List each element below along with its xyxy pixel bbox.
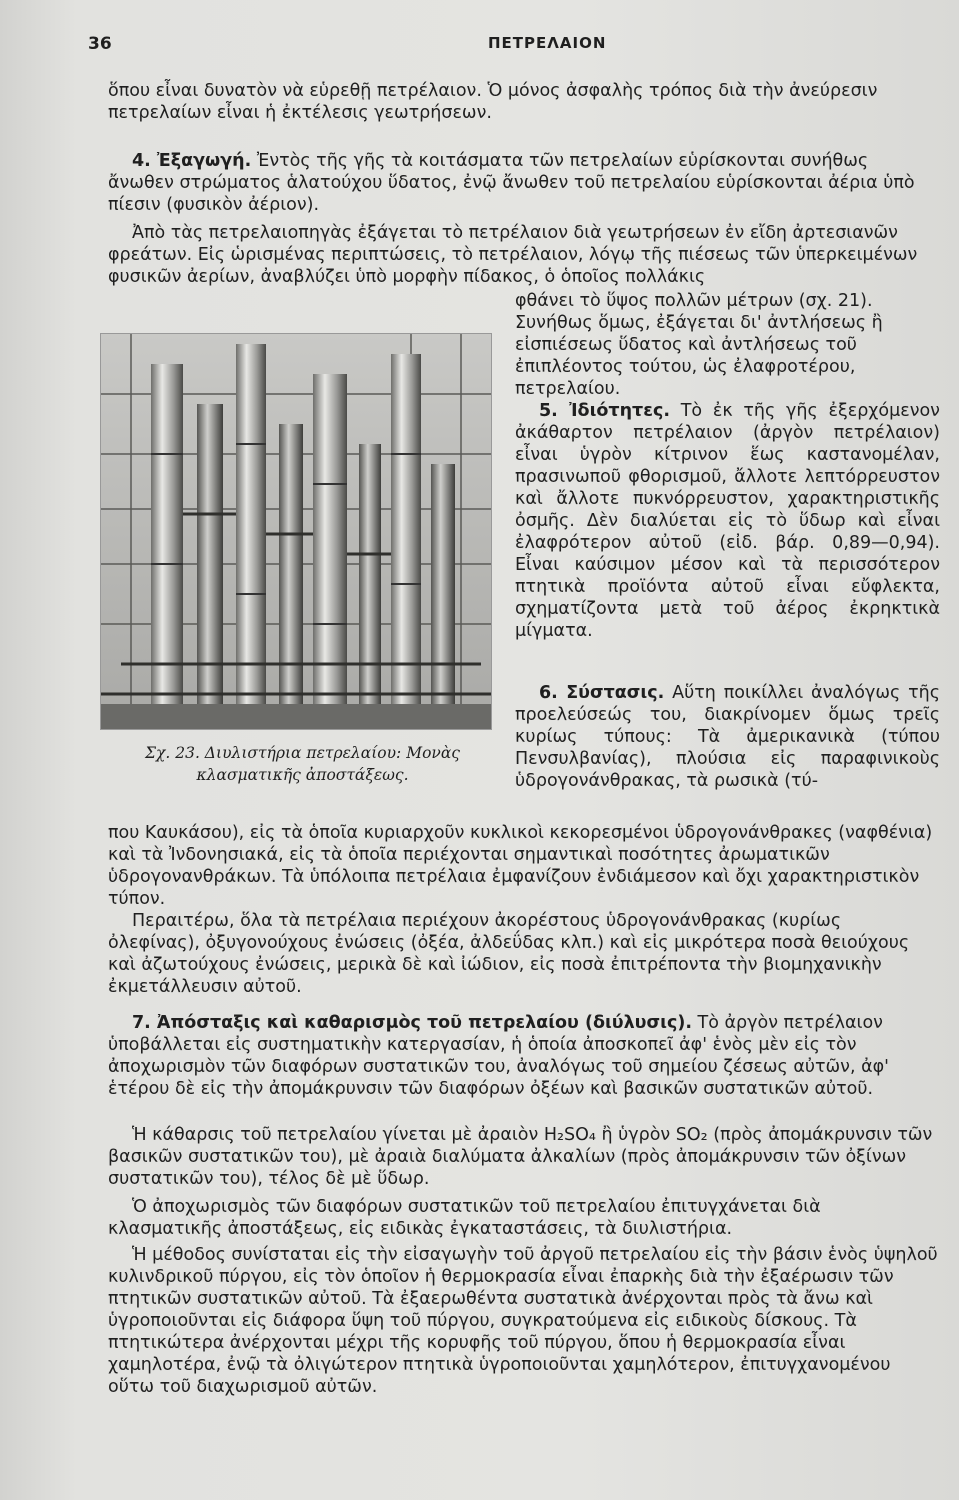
page-header: [88, 34, 919, 62]
section-7-text-1: Τὸ ἀργὸν πετρέλαιον ὑποβάλλεται εἰς συστηματικὴν κατεργασίαν, ἡ ὁποία ἀποσκοπεῖ ἀφ' ἑνὸς μὲν εἰς τὸν ἀποχωρισμὸν τῶν διαφόρων συστατικῶν του, ἀναλόγως τοῦ σημείου ζέσεως αὐτῶν, ἀφ' ἑτέρου δὲ εἰς τὴν ἀπομάκρυνσιν τῶν διαφόρων ὀξέων καὶ βασικῶν συστατικῶν αὐτοῦ.: [108, 1013, 889, 1099]
section-5-heading: 5. Ἰδιότητες.: [539, 401, 670, 421]
section-5-paragraph: [515, 400, 940, 642]
section-4-paragraph-2: Ἀπὸ τὰς πετρελαιοπηγὰς ἐξάγεται τὸ πετρέλαιον διὰ γεωτρήσεων ἐν εἴδη ἀρτεσιανῶν φρεάτων. Εἰς ὡρισμένας περιπτώσεις, τὸ πετρέλαιον, λόγῳ τῆς πιέσεως τῶν ὑπερκειμένων φυσικῶν ἀερίων, ἀναβλύζει ὑπὸ μορφὴν πίδακος, ὁ ὁποῖος πολλάκις: [108, 223, 918, 287]
section-7-text-3: Ὁ ἀποχωρισμὸς τῶν διαφόρων συστατικῶν τοῦ πετρελαίου ἐπιτυγχάνεται διὰ κλασματικῆς ἀποστάξεως, εἰς ειδικὰς ἐγκαταστάσεις, τὰ διυλιστήρια.: [108, 1197, 821, 1239]
section-4-heading: 4. Ἐξαγωγή.: [132, 151, 252, 171]
section-6-text-3: Περαιτέρω, ὅλα τὰ πετρέλαια περιέχουν ἀκορέστους ὑδρογονάνθρακας (κυρίως ὀλεφίνας), ὀξυγονούχους ἐνώσεις (ὀξέα, ἀλδεΰδας κλπ.) καὶ εἰς μικρότερα ποσὰ θειούχους καὶ ἀζωτούχους ἐνώσεις, μερικὰ δὲ καὶ ἰώδιον, εἰς ποσὰ ἐπιτρέποντα τὴν βιομηχανικὴν ἐκμετάλλευσιν αὐτοῦ.: [108, 911, 910, 997]
section-7-heading: 7. Ἀπόσταξις καὶ καθαρισμὸς τοῦ πετρελαίου (διύλυσις).: [132, 1013, 692, 1033]
section-4-paragraph: [108, 150, 938, 216]
section-6-heading: 6. Σύστασις.: [539, 683, 665, 703]
section-7-paragraph: [108, 1012, 938, 1100]
page-number: 36: [88, 34, 112, 54]
refinery-illustration: [101, 334, 491, 729]
section-5-text: Τὸ ἐκ τῆς γῆς ἐξερχόμενον ἀκάθαρτον πετρέλαιον (ἀργὸν πετρέλαιον) εἶναι ὑγρὸν κίτρινον ἕως καστανομέλαν, πρασινωποῦ φθορισμοῦ, ἄλλοτε λεπτόρρευστον καὶ ἄλλοτε πυκνόρρευστον, χαρακτηριστικῆς ὀσμῆς. Δὲν διαλύεται εἰς τὸ ὕδωρ καὶ εἶναι ἐλαφρότερον αὐτοῦ (εἰδ. βάρ. 0,89—0,94). Εἶναι καύσιμον μέσον καὶ τὰ περισσότερον πτητικὰ προϊόντα αὐτοῦ εἶναι εὔφλεκτα, σχηματίζοντα μετὰ τοῦ ἀέρος ἐκρηκτικὰ μίγματα.: [515, 401, 940, 641]
section-7-text-4: Ἡ μέθοδος συνίσταται εἰς τὴν εἰσαγωγὴν τοῦ ἀργοῦ πετρελαίου εἰς τὴν βάσιν ἑνὸς ὑψηλοῦ κυλινδρικοῦ πύργου, εἰς τὸν ὁποῖον ἡ θερμοκρασία εἶναι ἐπαρκὴς διὰ τὴν ἐξαέρωσιν τῶν πτητικῶν συστατικῶν αὐτοῦ. Τὰ ἐξαερωθέντα συστατικὰ ἀνέρχονται πρὸς τὰ ἄνω καὶ ὑγροποιοῦνται εἰς διάφορα ὕψη τοῦ πύργου, συγκρατούμενα εἰς ειδικοὺς δίσκους. Τὰ πτητικώτερα ἀνέρχονται μέχρι τῆς κορυφῆς τοῦ πύργου, ὅπου ἡ θερμοκρασία εἶναι χαμηλοτέρα, ἐνῷ τὰ ὀλιγώτερον πτητικὰ ὑγροποιοῦνται χαμηλότερον, ἐπιτυγχανομένου οὕτω τοῦ διαχωρισμοῦ αὐτῶν.: [108, 1245, 938, 1397]
figure-caption-line-2: κλασματικῆς ἀποστάξεως.: [196, 766, 409, 784]
section-4-paragraph-2-cont: φθάνει τὸ ὕψος πολλῶν μέτρων (σχ. 21). Συνήθως ὅμως, ἐξάγεται δι' ἀντλήσεως ἢ εἰσπιέσεως ὕδατος καὶ ἀντλήσεως τοῦ ἐπιπλέοντος τούτου, ὡς ἐλαφροτέρου, πετρελαίου.: [515, 291, 883, 399]
running-title: ΠΕΤΡΕΛΑΙΟΝ: [488, 34, 607, 52]
section-6-text-2: που Καυκάσου), εἰς τὰ ὁποῖα κυριαρχοῦν κυκλικοὶ κεκορεσμένοι ὑδρογονάνθρακες (ναφθένια) καὶ τὰ Ἰνδονησιακά, εἰς τὰ ὁποῖα περιέχονται σημαντικαὶ ποσότητες ἀρωματικῶν ὑδρογονανθράκων. Τὰ ὑπόλοιπα πετρέλαια ἐμφανίζουν ἐνδιάμεσον καὶ ὄχι χαρακτηριστικὸν τύπον.: [108, 823, 933, 909]
section-6-paragraph: [515, 682, 940, 792]
figure-caption: [110, 742, 495, 786]
intro-paragraph: ὅπου εἶναι δυνατὸν νὰ εὑρεθῇ πετρέλαιον. Ὁ μόνος ἀσφαλὴς τρόπος διὰ τὴν ἀνεύρεσιν πετρελαίων εἶναι ἡ ἐκτέλεσις γεωτρήσεων.: [108, 81, 878, 123]
section-6-text-1: Αὕτη ποικίλλει ἀναλόγως τῆς προελεύσεώς του, διακρίνομεν ὅμως τρεῖς κυρίως τύπους: Τὰ ἀμερικανικὰ (τύπου Πενσυλβανίας), πλούσια εἰς παραφινικοὺς ὑδρογονάνθρακας, τὰ ρωσικὰ (τύ-: [515, 683, 940, 791]
refinery-photo: [100, 333, 492, 730]
figure-caption-line-1: Σχ. 23. Διυλιστήρια πετρελαίου: Μονὰς: [145, 744, 460, 762]
section-4-text: Ἐντὸς τῆς γῆς τὰ κοιτάσματα τῶν πετρελαίων εὑρίσκονται συνήθως ἄνωθεν στρώματος ἁλατούχου ὕδατος, ἐνῷ ἄνωθεν τοῦ πετρελαίου εὑρίσκονται ἀέρια ὑπὸ πίεσιν (φυσικὸν ἀέριον).: [108, 151, 915, 215]
section-7-text-2: Ἡ κάθαρσις τοῦ πετρελαίου γίνεται μὲ ἀραιὸν H₂SO₄ ἢ ὑγρὸν SO₂ (πρὸς ἀπομάκρυνσιν τῶν βασικῶν συστατικῶν του), μὲ ἀραιὰ διαλύματα ἀλκαλίων (πρὸς ἀπομάκρυνσιν τῶν ὀξίνων συστατικῶν του), τέλος δὲ μὲ ὕδωρ.: [108, 1125, 933, 1189]
